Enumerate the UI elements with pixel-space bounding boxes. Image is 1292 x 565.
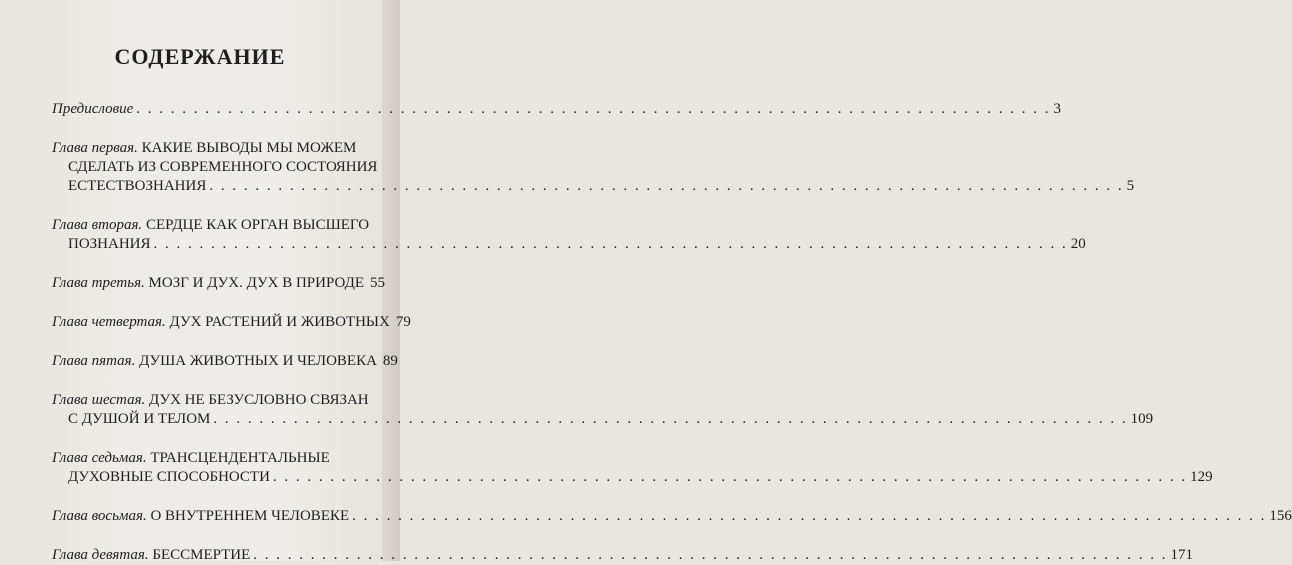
toc-entry (52, 352, 398, 371)
entry-label: Глава четвертая. (52, 314, 166, 330)
entry-label: Глава девятая. (52, 547, 149, 563)
entry-page-number: 109 (1130, 411, 1154, 427)
entry-heading-line: С ДУШОЙ И ТЕЛОМ (68, 411, 211, 427)
entry-heading-line: ЕСТЕСТВОЗНАНИЯ (68, 178, 207, 194)
entry-label: Глава пятая. (52, 353, 136, 369)
entry-label: Предисловие (52, 101, 134, 117)
entry-label: Глава первая. (52, 140, 138, 156)
entry-page-number: 171 (1170, 547, 1194, 563)
toc-entry (52, 391, 1154, 429)
dot-leader (253, 546, 1167, 565)
entry-heading-line: БЕССМЕРТИЕ (152, 547, 251, 563)
entry-heading-line: ДУХ РАСТЕНИЙ И ЖИВОТНЫХ (169, 314, 390, 330)
toc-entry (52, 139, 1135, 196)
dot-leader (213, 410, 1127, 429)
toc-entry (52, 449, 1213, 487)
entry-page-number: 79 (395, 314, 411, 330)
page-title: СОДЕРЖАНИЕ (114, 44, 286, 69)
entry-heading-line: О ВНУТРЕННЕМ ЧЕЛОВЕКЕ (150, 508, 350, 524)
entry-heading-line: ДУХ НЕ БЕЗУСЛОВНО СВЯЗАН (149, 392, 369, 408)
entry-page-number: 20 (1070, 236, 1086, 252)
entry-page-number: 89 (382, 353, 398, 369)
entry-label: Глава седьмая. (52, 450, 147, 466)
entry-label: Глава вторая. (52, 217, 143, 233)
dot-leader (154, 235, 1068, 254)
toc-entry (52, 216, 1086, 254)
entry-page-number: 156 (1269, 508, 1292, 524)
entry-page-number: 55 (370, 275, 385, 291)
toc-entry (52, 313, 411, 332)
entry-heading-line: СДЕЛАТЬ ИЗ СОВРЕМЕННОГО СОСТОЯНИЯ (68, 159, 378, 175)
toc-entry (52, 274, 385, 293)
entry-heading-line: ТРАНСЦЕНДЕНТАЛЬНЫЕ (150, 450, 330, 466)
entry-heading-line: СЕРДЦЕ КАК ОРГАН ВЫСШЕГО (145, 217, 370, 233)
dot-leader (209, 177, 1123, 196)
entry-heading-line: МОЗГ И ДУХ. ДУХ В ПРИРОДЕ (148, 275, 364, 291)
toc-entry (52, 100, 1062, 119)
dot-leader (136, 100, 1050, 119)
entry-heading-line: ПОЗНАНИЯ (68, 236, 151, 252)
entry-page-number: 5 (1126, 178, 1135, 194)
entry-heading-line: КАКИЕ ВЫВОДЫ МЫ МОЖЕМ (141, 140, 357, 156)
entry-heading-line: ДУХОВНЫЕ СПОСОБНОСТИ (68, 469, 270, 485)
entry-label: Глава третья. (52, 275, 145, 291)
entry-label: Глава восьмая. (52, 508, 147, 524)
entry-page-number: 129 (1190, 469, 1213, 485)
toc-entry (52, 507, 1292, 526)
dot-leader (273, 468, 1187, 487)
table-of-contents (52, 100, 1292, 565)
entry-label: Глава шестая. (52, 392, 146, 408)
toc-entry (52, 546, 1194, 565)
entry-page-number: 3 (1053, 101, 1062, 117)
entry-heading-line: ДУША ЖИВОТНЫХ И ЧЕЛОВЕКА (139, 353, 377, 369)
dot-leader (352, 507, 1266, 526)
